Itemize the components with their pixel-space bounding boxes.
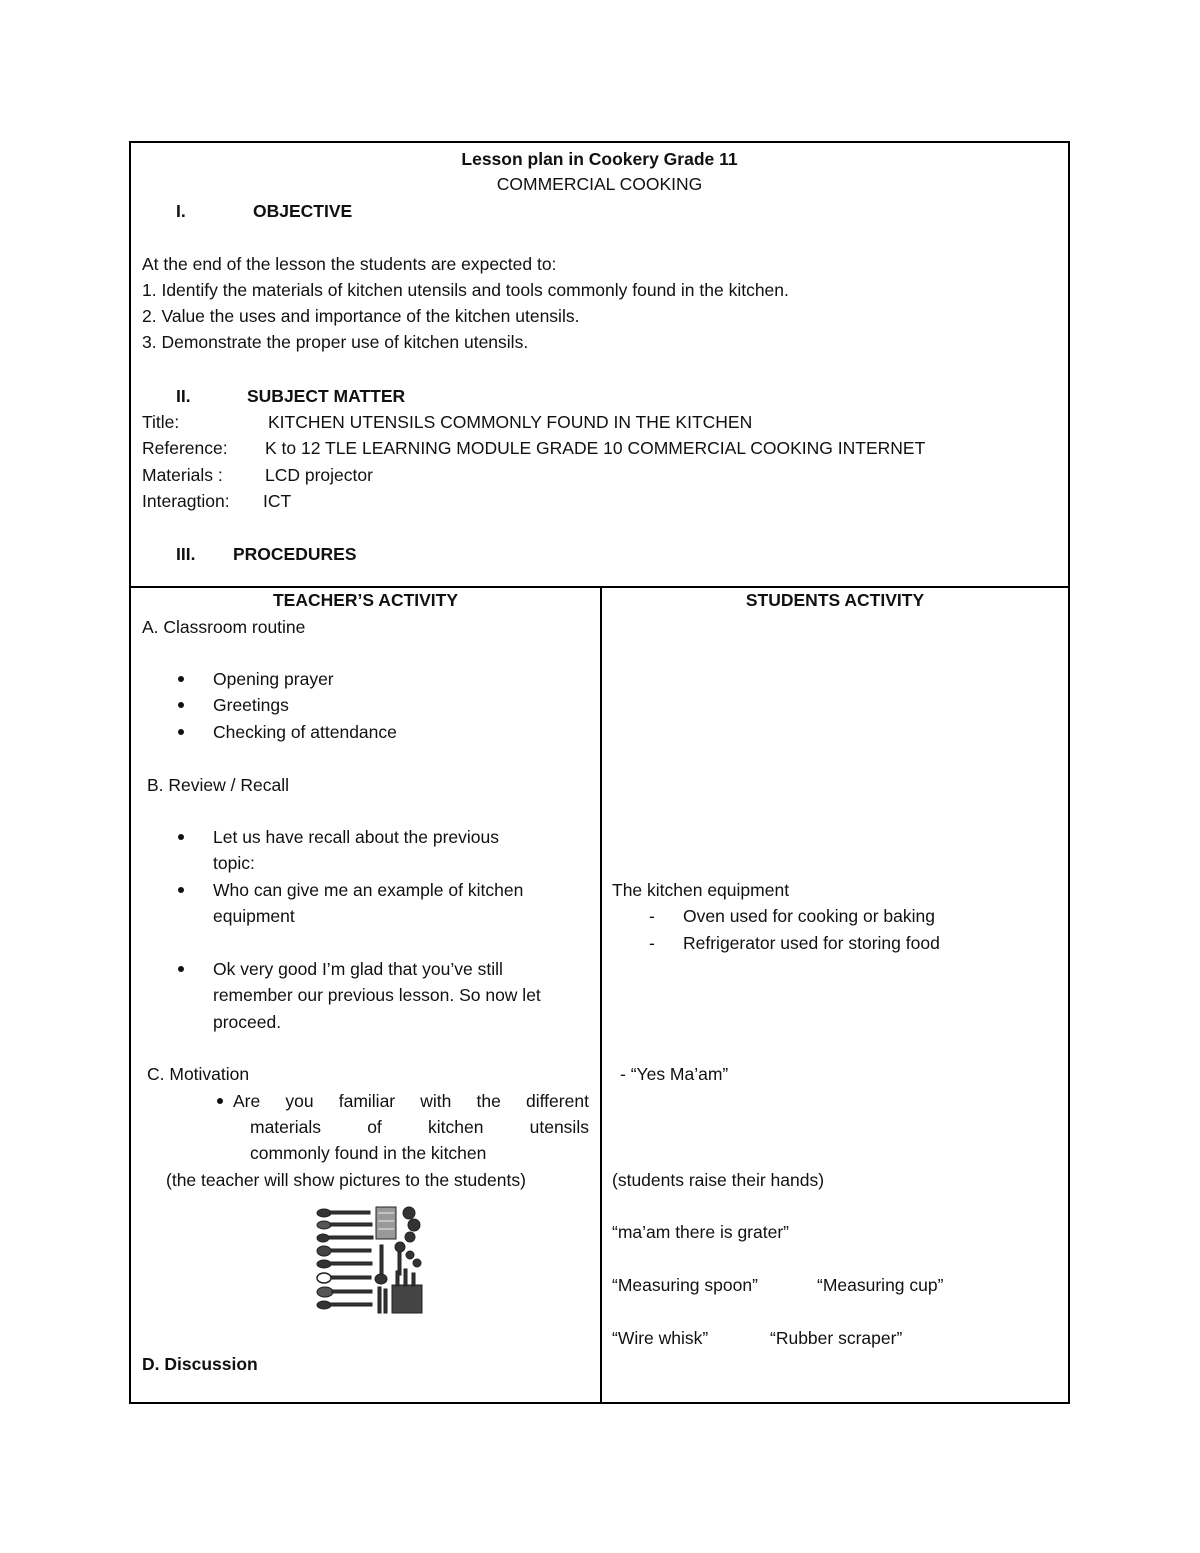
objective-intro: At the end of the lesson the students are expected to: (142, 254, 557, 274)
procedures-numeral: III. (176, 544, 196, 564)
classroom-routine-title: A. Classroom routine (142, 617, 306, 637)
students-activity-heading: STUDENTS ACTIVITY (745, 590, 925, 610)
student-answer-grater: “ma’am there is grater” (612, 1222, 789, 1242)
subject-value-title: KITCHEN UTENSILS COMMONLY FOUND IN THE KITCHEN (268, 412, 753, 432)
dash-bullet: - (649, 906, 655, 926)
objective-item: 2. Value the uses and importance of the kitchen utensils. (142, 306, 580, 326)
routine-item: Greetings (213, 695, 289, 715)
recall-item-line: Who can give me an example of kitchen (213, 880, 524, 900)
recall-item-line: remember our previous lesson. So now let (213, 985, 541, 1005)
review-recall-title: B. Review / Recall (147, 775, 289, 795)
lesson-plan-document (129, 141, 1070, 1404)
kitchen-utensils-picture (314, 1205, 429, 1315)
motivation-word: kitchen (427, 1117, 484, 1137)
motivation-word: different (526, 1091, 589, 1111)
recall-item-line: Let us have recall about the previous (213, 827, 500, 847)
student-answer-scraper: “Rubber scraper” (770, 1328, 903, 1348)
student-action-raise: (students raise their hands) (612, 1170, 825, 1190)
objective-item: 1. Identify the materials of kitchen utensils and tools commonly found in the kitchen. (142, 280, 789, 300)
bullet-icon (178, 729, 184, 735)
motivation-word: materials (250, 1117, 321, 1137)
motivation-note: (the teacher will show pictures to the students) (166, 1170, 526, 1190)
student-answer-whisk: “Wire whisk” (612, 1328, 709, 1348)
routine-item: Checking of attendance (213, 722, 397, 742)
discussion-title: D. Discussion (142, 1354, 258, 1374)
motivation-word: with (420, 1091, 452, 1111)
motivation-title: C. Motivation (147, 1064, 250, 1084)
bullet-icon (217, 1098, 223, 1104)
student-answer-equipment: The kitchen equipment (612, 880, 790, 900)
student-answer-spoon: “Measuring spoon” (612, 1275, 758, 1295)
motivation-line (250, 1116, 589, 1138)
motivation-word: familiar (338, 1091, 396, 1111)
subject-value-interaction: ICT (263, 491, 292, 511)
subject-value-reference: K to 12 TLE LEARNING MODULE GRADE 10 COMMERCIAL COOKING INTERNET (265, 438, 926, 458)
document-title: Lesson plan in Cookery Grade 11 (461, 149, 738, 169)
motivation-line (233, 1090, 589, 1112)
bullet-icon (178, 676, 184, 682)
motivation-word: you (285, 1091, 314, 1111)
subject-label-interaction: Interagtion: (142, 491, 230, 511)
equipment-item: Oven used for cooking or baking (683, 906, 935, 926)
column-divider (600, 586, 602, 1402)
subject-label-reference: Reference: (142, 438, 228, 458)
dash-bullet: - (649, 933, 655, 953)
objective-numeral: I. (176, 201, 186, 221)
bullet-icon (178, 702, 184, 708)
subject-matter-numeral: II. (176, 386, 191, 406)
subject-matter-heading: SUBJECT MATTER (247, 386, 406, 406)
student-answer-yes: - “Yes Ma’am” (620, 1064, 729, 1084)
subject-label-materials: Materials : (142, 465, 223, 485)
subject-label-title: Title: (142, 412, 180, 432)
motivation-line: commonly found in the kitchen (250, 1143, 487, 1163)
objective-item: 3. Demonstrate the proper use of kitchen utensils. (142, 332, 529, 352)
document-subtitle: COMMERCIAL COOKING (496, 174, 703, 194)
procedures-heading: PROCEDURES (233, 544, 357, 564)
motivation-word: the (476, 1091, 501, 1111)
recall-item-line: proceed. (213, 1012, 282, 1032)
bullet-icon (178, 834, 184, 840)
motivation-word: utensils (529, 1117, 589, 1137)
header-section (131, 143, 1068, 588)
subject-value-materials: LCD projector (265, 465, 373, 485)
equipment-item: Refrigerator used for storing food (683, 933, 940, 953)
recall-item-line: Ok very good I’m glad that you’ve still (213, 959, 503, 979)
bullet-icon (178, 966, 184, 972)
motivation-word: Are (233, 1091, 261, 1111)
objective-heading: OBJECTIVE (253, 201, 353, 221)
student-answer-cup: “Measuring cup” (817, 1275, 944, 1295)
motivation-word: of (367, 1117, 382, 1137)
teacher-activity-heading: TEACHER’S ACTIVITY (272, 590, 459, 610)
bullet-icon (178, 887, 184, 893)
recall-item-line: topic: (213, 853, 255, 873)
routine-item: Opening prayer (213, 669, 334, 689)
recall-item-line: equipment (213, 906, 295, 926)
